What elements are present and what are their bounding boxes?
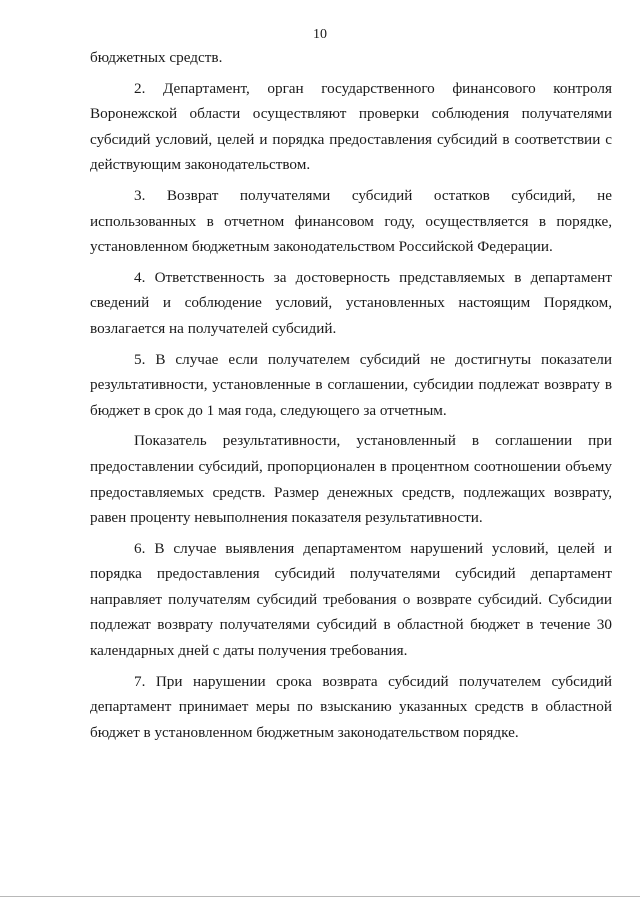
paragraph-indicator: Показатель результативности, установленный в соглашении при предоставлении субсидий, пропорционален в процентном соотношении объему предоставляемых средств. Размер денежных средств, подлежащих возврату, равен проценту невыполнения показателя результативности. (90, 432, 612, 527)
paragraph-item-3: 3. Возврат получателями субсидий остатков субсидий, не использованных в отчетном финансовом году, осуществляется в порядке, установленном бюджетным законодательством Российской Федерации. (90, 186, 612, 256)
paragraph-item-4: 4. Ответственность за достоверность представляемых в департамент сведений и соблюдение условий, установленных настоящим Порядком, возлагается на получателей субсидий. (90, 268, 612, 337)
paragraph-item-2: 2. Департамент, орган государственного финансового контроля Воронежской области осуществляют проверки соблюдения получателями субсидий условий, целей и порядка предоставления субсидий в соответствии с действующим законодательством. (90, 79, 612, 174)
page-number: 10 (313, 27, 327, 42)
paragraph-item-6: 6. В случае выявления департаментом нарушений условий, целей и порядка предоставления субсидий получателями субсидий департамент направляет получателям субсидий требования о возврате субсидий. Субсидии подлежат возврату получателями субсидий в областной бюджет в течение 30 календарных дней с даты получения требования. (90, 539, 612, 660)
paragraph-item-7: 7. При нарушении срока возврата субсидий получателем субсидий департамент принимает меры по взысканию указанных средств в областной бюджет в установленном бюджетным законодательством порядке. (90, 672, 612, 741)
document-body (90, 45, 612, 750)
page-bottom-edge (0, 896, 640, 897)
paragraph-continuation: бюджетных средств. (90, 49, 223, 66)
paragraph-item-5: 5. В случае если получателем субсидий не достигнуты показатели результативности, установленные в соглашении, субсидии подлежат возврату в бюджет в срок до 1 мая года, следующего за отчетным. (90, 350, 612, 419)
